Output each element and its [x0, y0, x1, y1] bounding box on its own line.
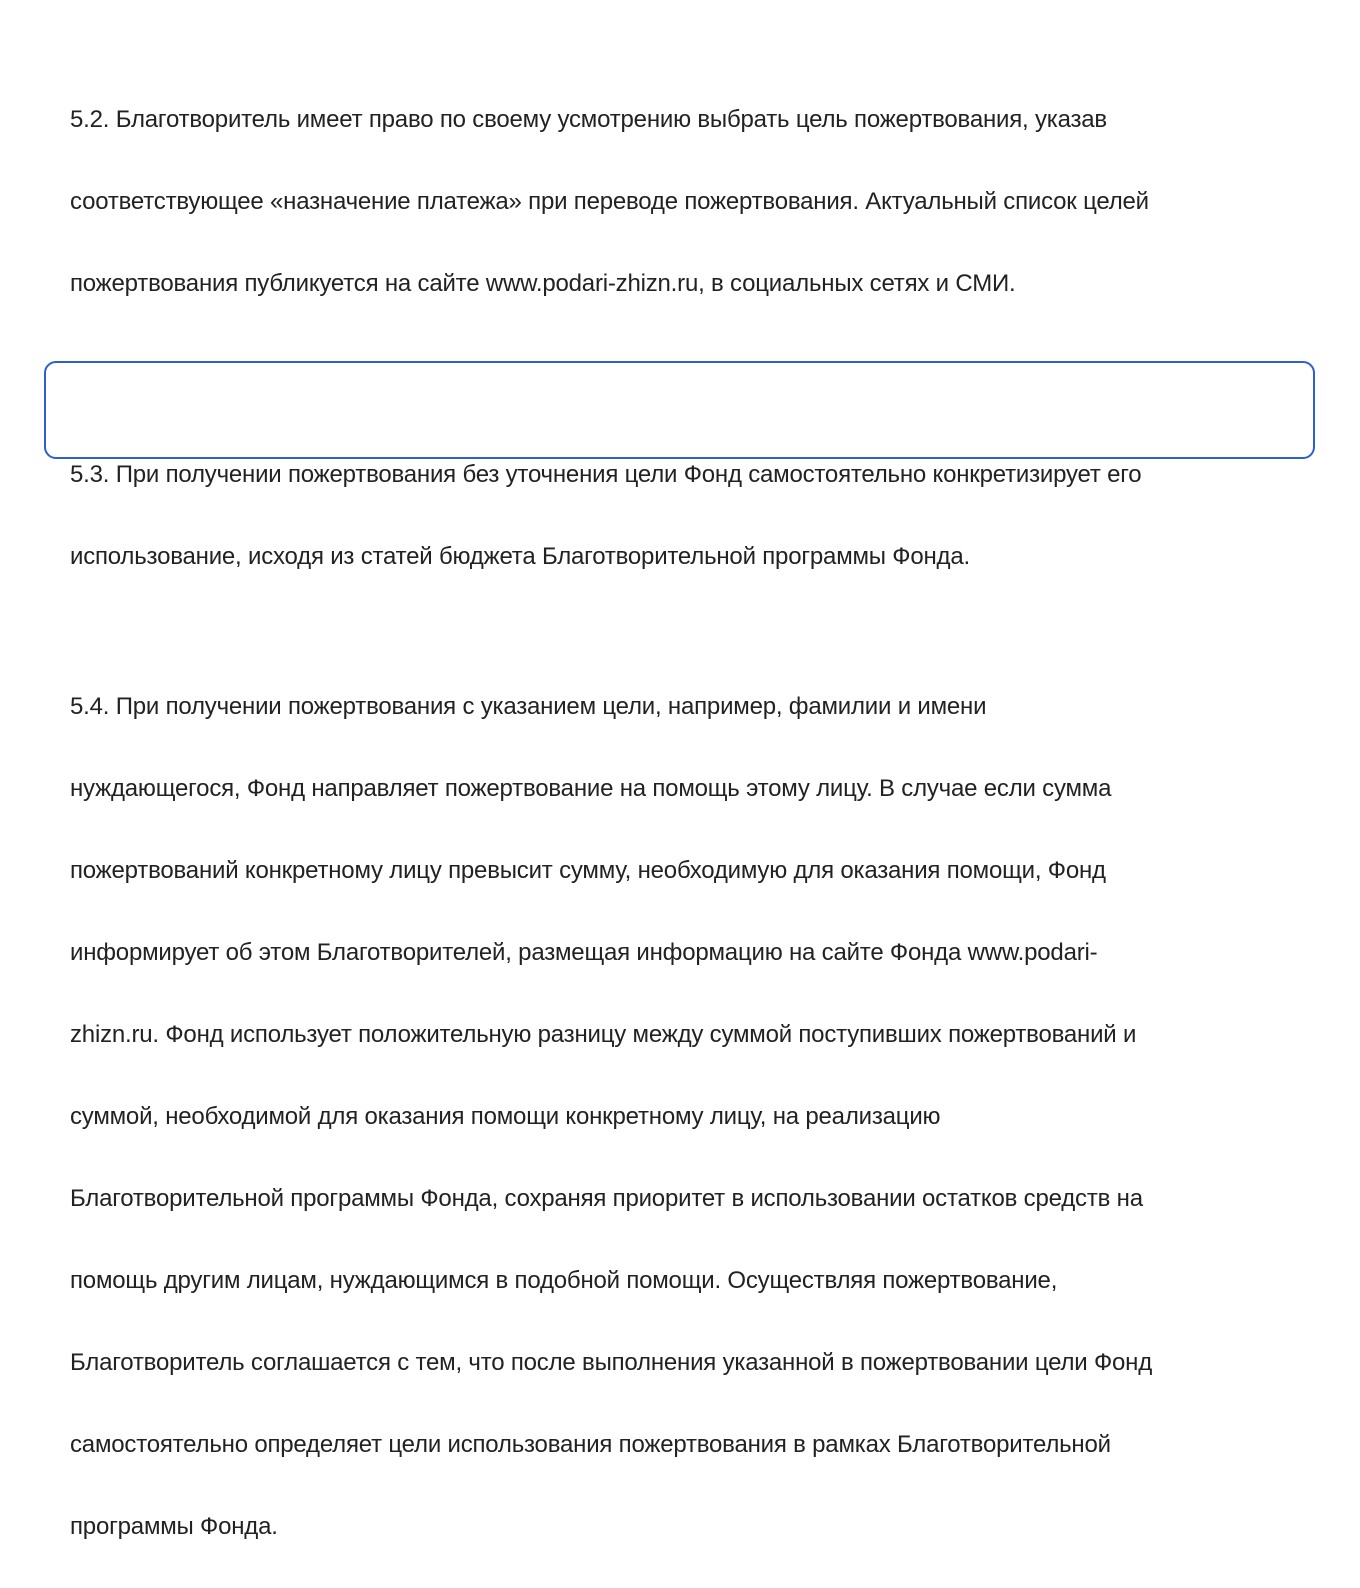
paragraph-line: использование, исходя из статей бюджета Благотворительной программы Фонда.	[70, 543, 970, 570]
paragraph-line: программы Фонда.	[70, 1513, 278, 1540]
highlight-box	[44, 361, 1315, 459]
paragraph-5-2	[70, 58, 1305, 345]
paragraph-line: 5.3. При получении пожертвования без уточнения цели Фонд самостоятельно конкретизирует его	[70, 461, 1142, 488]
paragraph-5-3	[70, 372, 1305, 618]
paragraph-line: Благотворительной программы Фонда, сохраняя приоритет в использовании остатков средств на	[70, 1185, 1143, 1212]
paragraph-line: zhizn.ru. Фонд использует положительную разницу между суммой поступивших пожертвований и	[70, 1021, 1137, 1048]
paragraph-line: пожертвования публикуется на сайте www.podari-zhizn.ru, в социальных сетях и СМИ.	[70, 270, 1016, 297]
paragraph-line: суммой, необходимой для оказания помощи конкретному лицу, на реализацию	[70, 1103, 941, 1130]
paragraph-line: информирует об этом Благотворителей, размещая информацию на сайте Фонда www.podari-	[70, 939, 1098, 966]
paragraph-line: 5.4. При получении пожертвования с указанием цели, например, фамилии и имени	[70, 693, 987, 720]
paragraph-line: самостоятельно определяет цели использования пожертвования в рамках Благотворительной	[70, 1431, 1111, 1458]
paragraph-5-4	[70, 645, 1305, 1588]
paragraph-line: 5.2. Благотворитель имеет право по своему усмотрению выбрать цель пожертвования, указав	[70, 106, 1107, 133]
paragraph-line: Благотворитель соглашается с тем, что после выполнения указанной в пожертвовании цели Фонд	[70, 1349, 1153, 1376]
paragraph-line: пожертвований конкретному лицу превысит сумму, необходимую для оказания помощи, Фонд	[70, 857, 1106, 884]
paragraph-line: соответствующее «назначение платежа» при переводе пожертвования. Актуальный список целей	[70, 188, 1149, 215]
paragraph-line: помощь другим лицам, нуждающимся в подобной помощи. Осуществляя пожертвование,	[70, 1267, 1058, 1294]
document-body	[70, 58, 1305, 1588]
paragraph-line: нуждающегося, Фонд направляет пожертвование на помощь этому лицу. В случае если сумма	[70, 775, 1112, 802]
